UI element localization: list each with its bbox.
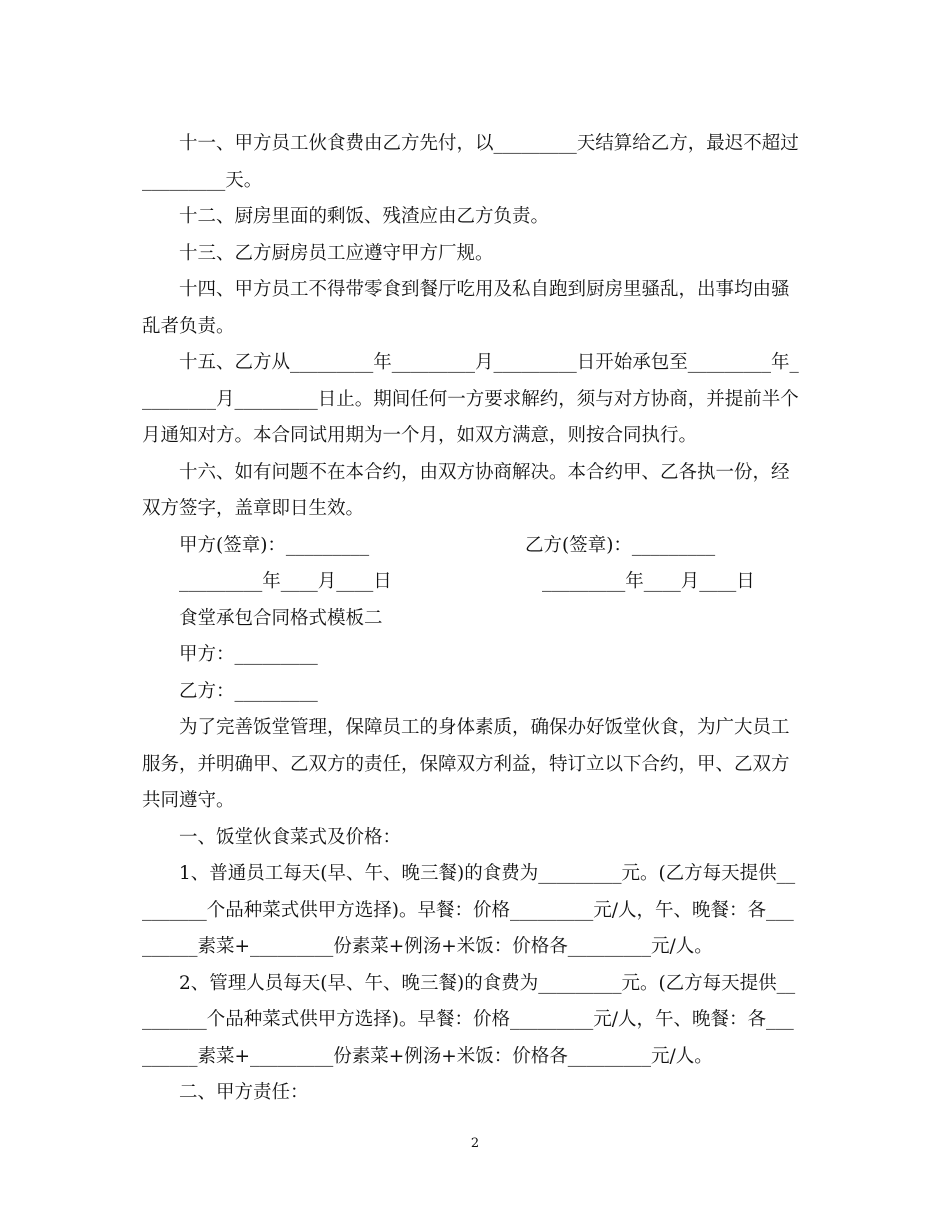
clause-12: 十二、厨房里面的剩饭、残渣应由乙方负责。 [179,206,550,227]
clause-14: 十四、甲方员工不得带零食到餐厅吃用及私自跑到厨房里骚乱，出事均由骚乱者负责。 [142,279,790,337]
page-number: 2 [470,1136,480,1151]
template-two-party-a: 甲方：_________ [179,644,318,665]
item-management-staff: 2、管理人员每天(早、午、晚三餐)的食费为_________元。(乙方每天提供_________个品种菜式供甲方选择)。早餐：价格_________元/人，午、晚餐：各_________素菜+_________份素菜+例汤+米饭：价格各_________元/人。 [142,972,796,1067]
party-a-signature: 甲方(签章)：_________ [179,534,370,556]
clause-13: 十三、乙方厨房员工应遵守甲方厂规。 [179,242,494,264]
signature-date-row [142,564,802,601]
item-regular-staff: 1、普通员工每天(早、午、晚三餐)的食费为_________元。(乙方每天提供_________个品种菜式供甲方选择)。早餐：价格_________元/人，午、晚餐：各_________素菜+_________份素菜+例汤+米饭：价格各_________元/人。 [142,863,796,957]
clause-15: 十五、乙方从_________年_________月_________日开始承包至_________年_________月_________日止。期间任何一方要求解约，须与对方协商，并提前半个月通知对方。本合同试用期为一个月，如双方满意，则按合同执行。 [142,352,799,446]
clause-11: 十一、甲方员工伙食费由乙方先付，以_________天结算给乙方，最迟不超过_________天。 [142,133,799,191]
signature-row [142,528,802,565]
section-one-heading: 一、饭堂伙食菜式及价格： [179,826,402,848]
party-b-signature: 乙方(签章)：_________ [525,534,716,556]
party-a-date: _________年____月____日 [179,571,392,592]
template-two-title: 食堂承包合同格式模板二 [179,607,383,629]
template-two-party-b: 乙方：_________ [179,680,318,702]
clause-16: 十六、如有问题不在本合约，由双方协商解决。本合约甲、乙各执一份，经双方签字，盖章即日生效。 [142,461,790,519]
section-two-heading: 二、甲方责任： [179,1082,309,1103]
document-body [142,126,802,1112]
party-b-date: _________年____月____日 [542,571,755,592]
template-two-preamble: 为了完善饭堂管理，保障员工的身体素质，确保办好饭堂伙食，为广大员工服务，并明确甲、乙双方的责任，保障双方利益，特订立以下合约，甲、乙双方共同遵守。 [142,717,790,811]
